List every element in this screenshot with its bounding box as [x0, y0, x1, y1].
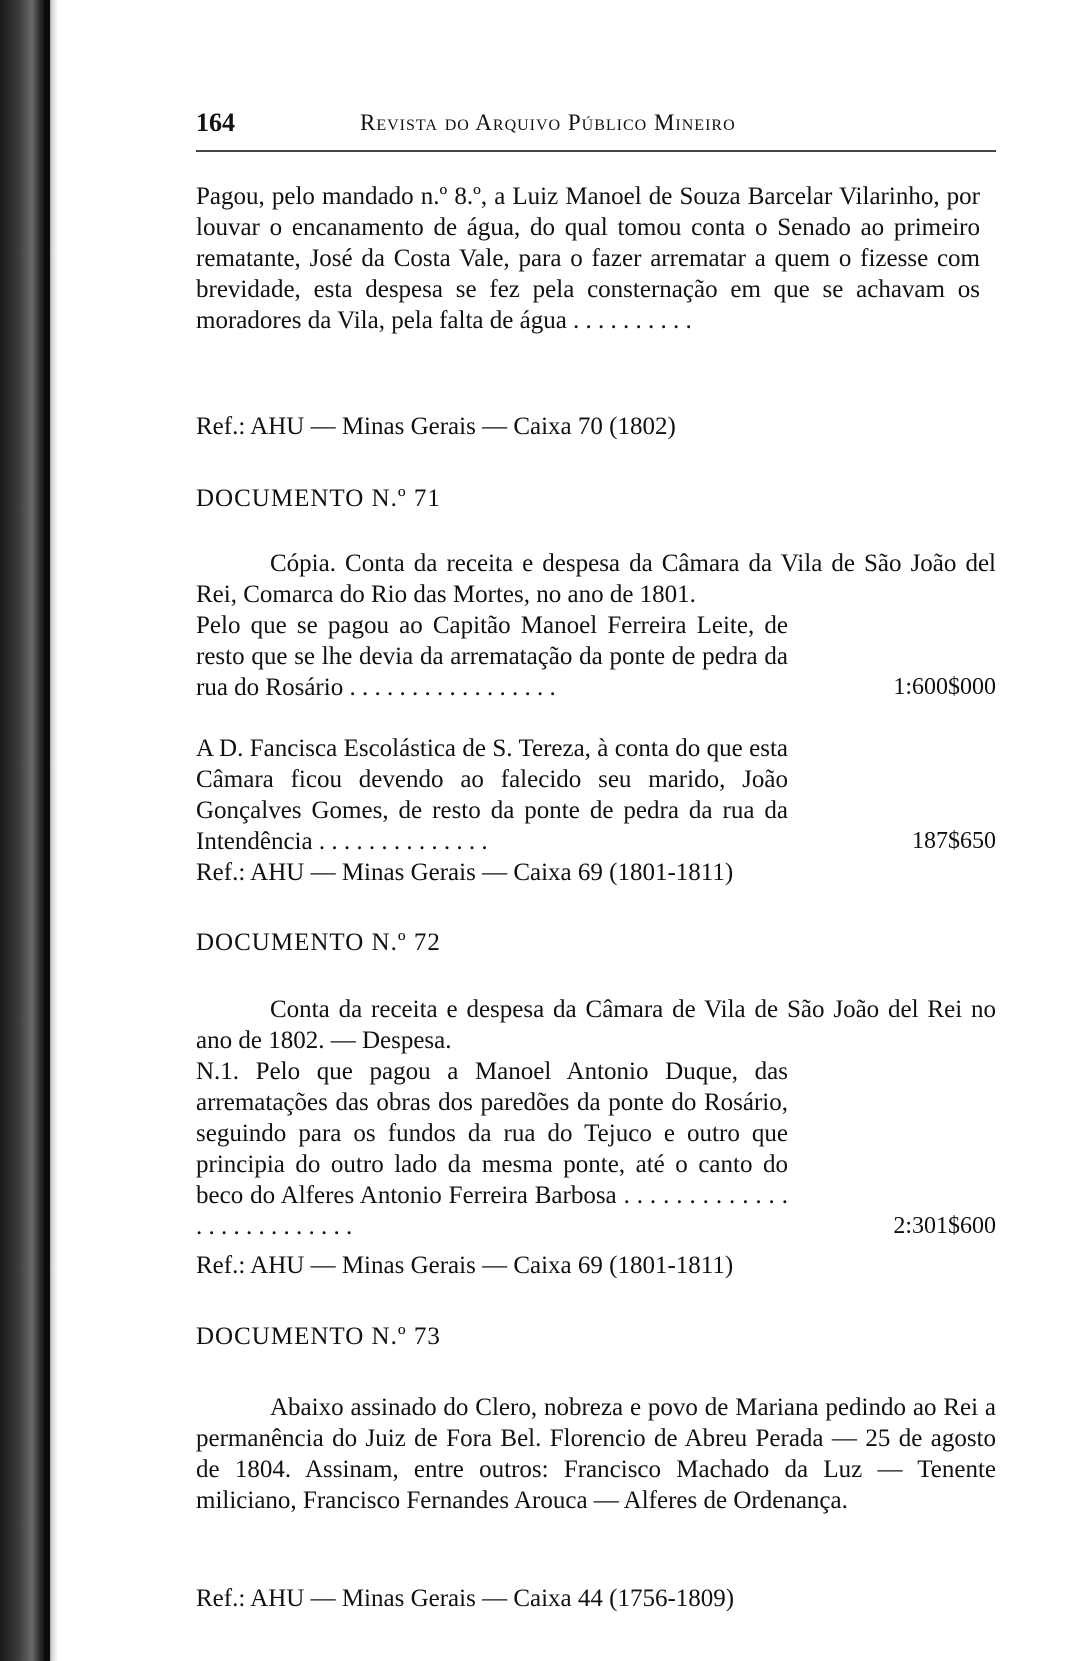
document-heading-73: DOCUMENTO N.º 73: [196, 1323, 441, 1350]
ledger-entry: [196, 1056, 996, 1242]
reference-line: Ref.: AHU — Minas Gerais — Caixa 69 (1801-1811): [196, 1252, 734, 1279]
ledger-entry-text: Pelo que se pagou ao Capitão Manoel Ferreira Leite, de resto que se lhe devia da arrematação da ponte de pedra da rua do Rosário . . . . . . . . . . . . . . . . .: [196, 612, 788, 701]
running-title: Revista do Arquivo Público Mineiro: [360, 110, 736, 135]
reference-line: Ref.: AHU — Minas Gerais — Caixa 44 (1756-1809): [196, 1585, 735, 1612]
document-intro-71: Cópia. Conta da receita e despesa da Câmara da Vila de São João del Rei, Comarca do Rio das Mortes, no ano de 1801.: [196, 550, 996, 608]
ledger-entry-amount: 1:600$000: [893, 674, 996, 700]
paragraph-payment: Pagou, pelo mandado n.º 8.º, a Luiz Manoel de Souza Barcelar Vilarinho, por louvar o encanamento de água, do qual tomou conta o Senado ao primeiro rematante, José da Costa Vale, para o fazer arrematar a quem o fizesse com brevidade, esta despesa se fez pela consternação em que se achavam os moradores da Vila, pela falta de água . . . . . . . . . .: [196, 183, 980, 334]
running-header: [196, 108, 996, 138]
reference-line: Ref.: AHU — Minas Gerais — Caixa 70 (1802): [196, 413, 676, 440]
document-intro-73: Abaixo assinado do Clero, nobreza e povo de Mariana pedindo ao Rei a permanência do Juiz de Fora Bel. Florencio de Abreu Perada — 25 de agosto de 1804. Assinam, entre outros: Francisco Machado da Luz — Tenente miliciano, Francisco Fernandes Arouca — Alferes de Ordenança.: [196, 1394, 996, 1514]
ledger-entry-text: A D. Fancisca Escolástica de S. Tereza, à conta do que esta Câmara ficou devendo ao falecido seu marido, João Gonçalves Gomes, de resto da ponte de pedra da rua da Intendência . . . . . . . . . . . . . .: [196, 735, 788, 855]
document-heading-71: DOCUMENTO N.º 71: [196, 485, 441, 512]
ledger-entry: [196, 733, 996, 857]
book-spine-edge: [44, 0, 50, 1661]
header-rule: [196, 150, 996, 152]
reference-line: Ref.: AHU — Minas Gerais — Caixa 69 (1801-1811): [196, 859, 734, 886]
document-intro-72: Conta da receita e despesa da Câmara de Vila de São João del Rei no ano de 1802. — Despesa.: [196, 996, 996, 1054]
ledger-entry-amount: 187$650: [912, 828, 996, 854]
ledger-entry-text: N.1. Pelo que pagou a Manoel Antonio Duque, das arrematações das obras dos paredões da ponte do Rosário, seguindo para os fundos da rua do Tejuco e outro que principia do outro lado da mesma ponte, até o canto do beco do Alferes Antonio Ferreira Barbosa . . . . . . . . . . . . . . . . . . . . . . . . . .: [196, 1058, 788, 1240]
ledger-entry: [196, 610, 996, 703]
ledger-entry-amount: 2:301$600: [893, 1213, 996, 1239]
document-heading-72: DOCUMENTO N.º 72: [196, 929, 441, 956]
page-number: 164: [196, 108, 235, 137]
